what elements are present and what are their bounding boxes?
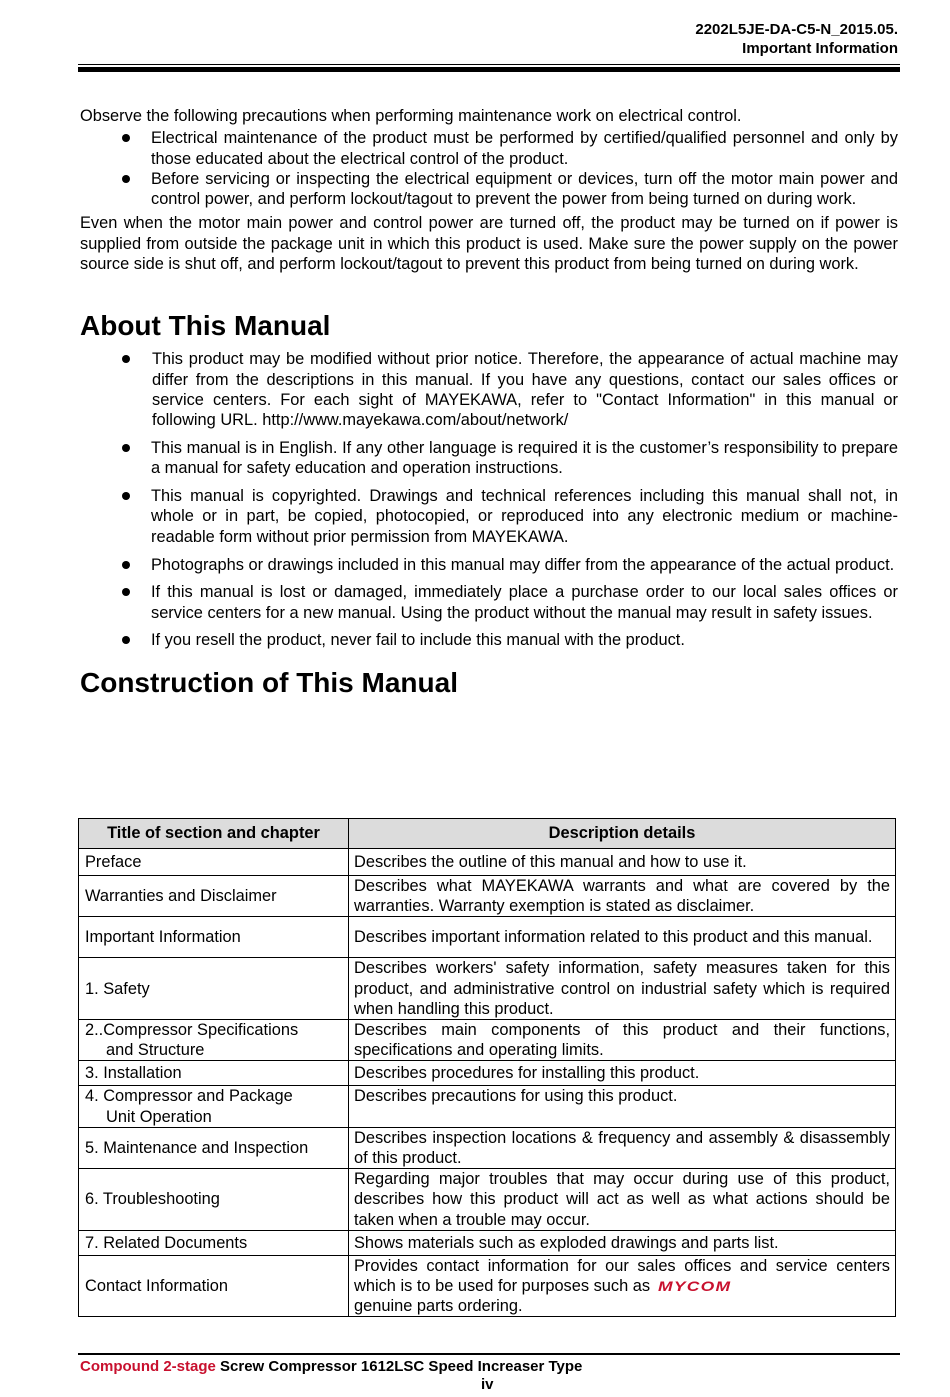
- table-row: [79, 1169, 896, 1231]
- construction-heading: Construction of This Manual: [80, 666, 458, 698]
- table-cell-desc: Regarding major troubles that may occur during use of this product, describes how this product will act as well as what actions should be taken when a trouble may occur.: [349, 1169, 896, 1231]
- list-item: This manual is copyrighted. Drawings and technical references including this manual shall not, in whole or in part, be copied, photocopied, or reproduced into any electronic medium or machine-readable form without prior permission from MAYEKAWA.: [80, 486, 898, 547]
- table-header-row: [79, 819, 896, 849]
- list-item: Electrical maintenance of the product must be performed by certified/qualified personnel and only by those educated about the electrical control of the product.: [80, 128, 898, 169]
- table-cell-title: Important Information: [79, 917, 349, 958]
- bullet-icon: [122, 588, 130, 596]
- precaution-list: [80, 128, 898, 209]
- page-footer: [80, 1358, 582, 1376]
- table-cell-title: 6. Troubleshooting: [79, 1169, 349, 1231]
- page-number: iv: [481, 1376, 494, 1393]
- table-cell-title: 3. Installation: [79, 1061, 349, 1086]
- table-cell-desc: Shows materials such as exploded drawings and parts list.: [349, 1230, 896, 1255]
- construction-table: [78, 818, 896, 1317]
- table-cell-title: Warranties and Disclaimer: [79, 876, 349, 917]
- table-row: [79, 1127, 896, 1168]
- footer-rule: [78, 1353, 900, 1355]
- list-item: Before servicing or inspecting the electrical equipment or devices, turn off the motor main power and control power, and perform lockout/tagout to prevent the power from being turned on during work.: [80, 169, 898, 210]
- header-rule-thick: [78, 67, 900, 72]
- table-cell-desc: Describes the outline of this manual and how to use it.: [349, 849, 896, 876]
- footer-product-name: Screw Compressor 1612LSC Speed Increaser Type: [215, 1358, 583, 1375]
- about-list: [80, 349, 898, 650]
- table-header-description: Description details: [349, 819, 896, 849]
- list-item: This product may be modified without prior notice. Therefore, the appearance of actual machine may differ from the descriptions in this manual. If you have any questions, contact our sales offices or service centers. For each sight of MAYEKAWA, refer to "Contact Information" in this manual or following URL. http://www.mayekawa.com/about/network/: [80, 349, 898, 430]
- table-cell-desc: Describes workers' safety information, safety measures taken for this product, and administrative control on industrial safety which is required when handling this product.: [349, 958, 896, 1020]
- table-cell-title: 7. Related Documents: [79, 1230, 349, 1255]
- table-row: [79, 1230, 896, 1255]
- bullet-icon: [122, 355, 130, 363]
- table-cell-desc: Describes what MAYEKAWA warrants and what are covered by the warranties. Warranty exemption is stated as disclaimer.: [349, 876, 896, 917]
- about-heading: About This Manual: [80, 310, 331, 342]
- table-cell-title: 5. Maintenance and Inspection: [79, 1127, 349, 1168]
- table-cell-title: 2..Compressor Specifications and Structure: [79, 1020, 349, 1061]
- table-row: [79, 917, 896, 958]
- page-content: [80, 106, 898, 709]
- list-item: If this manual is lost or damaged, immediately place a purchase order to our local sales offices or service centers for a new manual. Using the product without the manual may result in safety issues.: [80, 582, 898, 623]
- bullet-icon: [122, 492, 130, 500]
- table-row: [79, 958, 896, 1020]
- bullet-icon: [122, 636, 130, 644]
- list-item: This manual is in English. If any other language is required it is the customer’s responsibility to prepare a manual for safety education and operation instructions.: [80, 438, 898, 479]
- table-cell-title: Preface: [79, 849, 349, 876]
- document-id: 2202L5JE-DA-C5-N_2015.05.: [695, 21, 898, 38]
- table-row: [79, 1061, 896, 1086]
- table-row: [79, 1020, 896, 1061]
- list-item: If you resell the product, never fail to include this manual with the product.: [80, 630, 898, 650]
- header-rule: [78, 64, 900, 65]
- table-cell-title: 1. Safety: [79, 958, 349, 1020]
- mycom-logo: MYCOM: [658, 1278, 732, 1295]
- table-header-title: Title of section and chapter: [79, 819, 349, 849]
- bullet-icon: [122, 561, 130, 569]
- table-cell-desc: Describes precautions for using this product.: [349, 1086, 896, 1127]
- table-row: [79, 1086, 896, 1127]
- table-row: [79, 1255, 896, 1317]
- table-cell-desc: Describes important information related to this product and this manual.: [349, 917, 896, 958]
- table-cell-desc: Provides contact information for our sales offices and service centers which is to be used for purposes such as MYCOM genuine parts ordering.: [349, 1255, 896, 1317]
- list-item: Photographs or drawings included in this manual may differ from the appearance of the actual product.: [80, 555, 898, 575]
- intro-paragraph: Observe the following precautions when performing maintenance work on electrical control.: [80, 107, 742, 125]
- bullet-icon: [122, 444, 130, 452]
- table-row: [79, 876, 896, 917]
- bullet-icon: [122, 175, 130, 183]
- table-cell-title: 4. Compressor and Package Unit Operation: [79, 1086, 349, 1127]
- table-cell-title: Contact Information: [79, 1255, 349, 1317]
- table-cell-desc: Describes procedures for installing this product.: [349, 1061, 896, 1086]
- footer-product-highlight: Compound 2-stage: [80, 1358, 216, 1375]
- power-warning-paragraph: Even when the motor main power and control power are turned off, the product may be turned on if power is supplied from outside the package unit in which this product is used. Make sure the power supply on the power source side is shut off, and perform lockout/tagout to prevent this product from being turned on during work.: [80, 214, 898, 274]
- page-header: [695, 20, 898, 58]
- bullet-icon: [122, 134, 130, 142]
- table-cell-desc: Describes inspection locations & frequency and assembly & disassembly of this product.: [349, 1127, 896, 1168]
- table-cell-desc: Describes main components of this product and their functions, specifications and operating limits.: [349, 1020, 896, 1061]
- header-section-title: Important Information: [742, 40, 898, 57]
- table-row: [79, 849, 896, 876]
